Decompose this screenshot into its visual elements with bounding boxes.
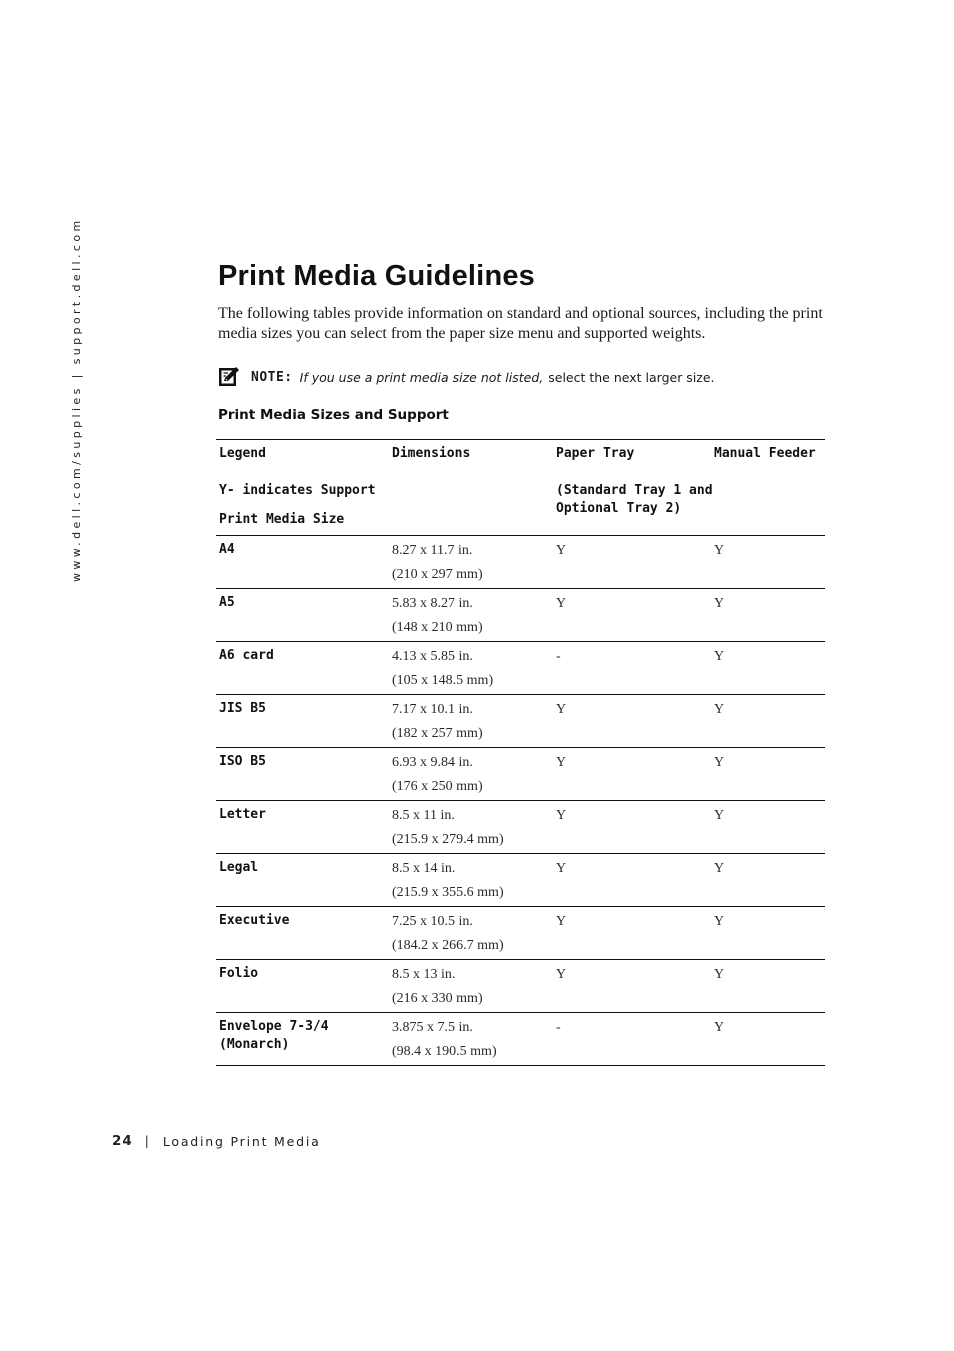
pencil-note-icon [218, 366, 242, 388]
paper-tray-support: Y [556, 967, 567, 982]
page-number: 24 [112, 1133, 133, 1149]
dimensions-mm: (98.4 x 190.5 mm) [392, 1044, 497, 1059]
dimensions-inches: 5.83 x 8.27 in. [392, 596, 473, 611]
header-legend: Legend [219, 446, 266, 461]
paper-tray-support: - [556, 649, 561, 664]
header-support: Y- indicates Support [219, 483, 376, 498]
paper-tray-support: Y [556, 596, 567, 611]
media-size-name: Executive [219, 913, 290, 928]
manual-feeder-support: Y [714, 649, 725, 664]
dimensions-cell [392, 804, 504, 852]
table-row [216, 907, 825, 960]
header-media-size: Print Media Size [219, 512, 345, 527]
table-row [216, 536, 825, 589]
dimensions-inches: 7.17 x 10.1 in. [392, 702, 473, 717]
paper-tray-support: Y [556, 755, 567, 770]
manual-feeder-support: Y [714, 1020, 725, 1035]
dimensions-mm: (148 x 210 mm) [392, 620, 483, 635]
header-paper-tray-sub2: Optional Tray 2) [556, 501, 682, 516]
dimensions-cell [392, 645, 493, 693]
manual-feeder-support: Y [714, 543, 725, 558]
manual-feeder-support: Y [714, 914, 725, 929]
table-row [216, 695, 825, 748]
footer-section-title: Loading Print Media [162, 1133, 321, 1149]
dimensions-inches: 8.5 x 11 in. [392, 808, 455, 823]
paper-tray-support: Y [556, 808, 567, 823]
header-paper-tray: Paper Tray [556, 446, 635, 461]
footer-separator: | [144, 1134, 149, 1148]
media-size-name: JIS B5 [219, 701, 266, 716]
dimensions-inches: 8.5 x 13 in. [392, 967, 456, 982]
note-rest-text: select the next larger size. [548, 369, 715, 385]
media-size-name: Envelope 7-3/4 (Monarch) [219, 1019, 329, 1052]
dimensions-mm: (105 x 148.5 mm) [392, 673, 494, 688]
dimensions-inches: 8.5 x 14 in. [392, 861, 456, 876]
dimensions-inches: 7.25 x 10.5 in. [392, 914, 473, 929]
intro-paragraph: The following tables provide information on standard and optional sources, including the print media sizes you can select from the paper size menu and supported weights. [218, 305, 823, 342]
dimensions-inches: 6.93 x 9.84 in. [392, 755, 473, 770]
table-row [216, 642, 825, 695]
dimensions-cell [392, 1016, 497, 1064]
dimensions-cell [392, 698, 483, 746]
manual-feeder-support: Y [714, 702, 725, 717]
dimensions-mm: (215.9 x 279.4 mm) [392, 832, 504, 847]
media-size-name: ISO B5 [219, 754, 266, 769]
dimensions-inches: 8.27 x 11.7 in. [392, 543, 473, 558]
dimensions-inches: 4.13 x 5.85 in. [392, 649, 473, 664]
dimensions-mm: (216 x 330 mm) [392, 991, 483, 1006]
dimensions-cell [392, 963, 483, 1011]
paper-tray-support: Y [556, 543, 567, 558]
paper-tray-support: Y [556, 861, 567, 876]
table-header [216, 440, 825, 536]
manual-feeder-support: Y [714, 808, 725, 823]
dimensions-mm: (184.2 x 266.7 mm) [392, 938, 504, 953]
paper-tray-support: - [556, 1020, 561, 1035]
media-size-name: A5 [219, 595, 235, 610]
header-manual-feeder: Manual Feeder [714, 446, 816, 461]
dimensions-inches: 3.875 x 7.5 in. [392, 1020, 473, 1035]
media-size-name: Legal [219, 860, 259, 875]
manual-feeder-support: Y [714, 967, 725, 982]
dimensions-mm: (210 x 297 mm) [392, 567, 483, 582]
dimensions-cell [392, 592, 483, 640]
manual-feeder-support: Y [714, 861, 725, 876]
media-size-name: A4 [219, 542, 235, 557]
media-size-name: Folio [219, 966, 259, 981]
note-label: NOTE: [251, 369, 293, 385]
table-row [216, 1013, 825, 1066]
manual-feeder-support: Y [714, 596, 725, 611]
paper-tray-support: Y [556, 702, 567, 717]
page-footer [112, 1131, 321, 1151]
dimensions-cell [392, 539, 483, 587]
table-caption: Print Media Sizes and Support [218, 407, 449, 423]
table-row [216, 589, 825, 642]
dimensions-mm: (215.9 x 355.6 mm) [392, 885, 504, 900]
table-row [216, 748, 825, 801]
media-size-name: A6 card [219, 648, 274, 663]
dimensions-cell [392, 857, 504, 905]
table-row [216, 854, 825, 907]
table-row [216, 801, 825, 854]
dimensions-mm: (182 x 257 mm) [392, 726, 483, 741]
note-italic-text: If you use a print media size not listed, [299, 369, 544, 385]
note-block [218, 366, 828, 388]
dimensions-mm: (176 x 250 mm) [392, 779, 483, 794]
dimensions-cell [392, 751, 483, 799]
header-paper-tray-sub1: (Standard Tray 1 and [556, 483, 713, 498]
page-title: Print Media Guidelines [218, 260, 536, 292]
print-media-table [216, 439, 825, 1066]
manual-feeder-support: Y [714, 755, 725, 770]
side-url-text: www.dell.com/supplies | support.dell.com [70, 217, 83, 582]
header-dimensions: Dimensions [392, 446, 471, 461]
table-row [216, 960, 825, 1013]
dimensions-cell [392, 910, 504, 958]
media-size-name: Letter [219, 807, 266, 822]
paper-tray-support: Y [556, 914, 567, 929]
